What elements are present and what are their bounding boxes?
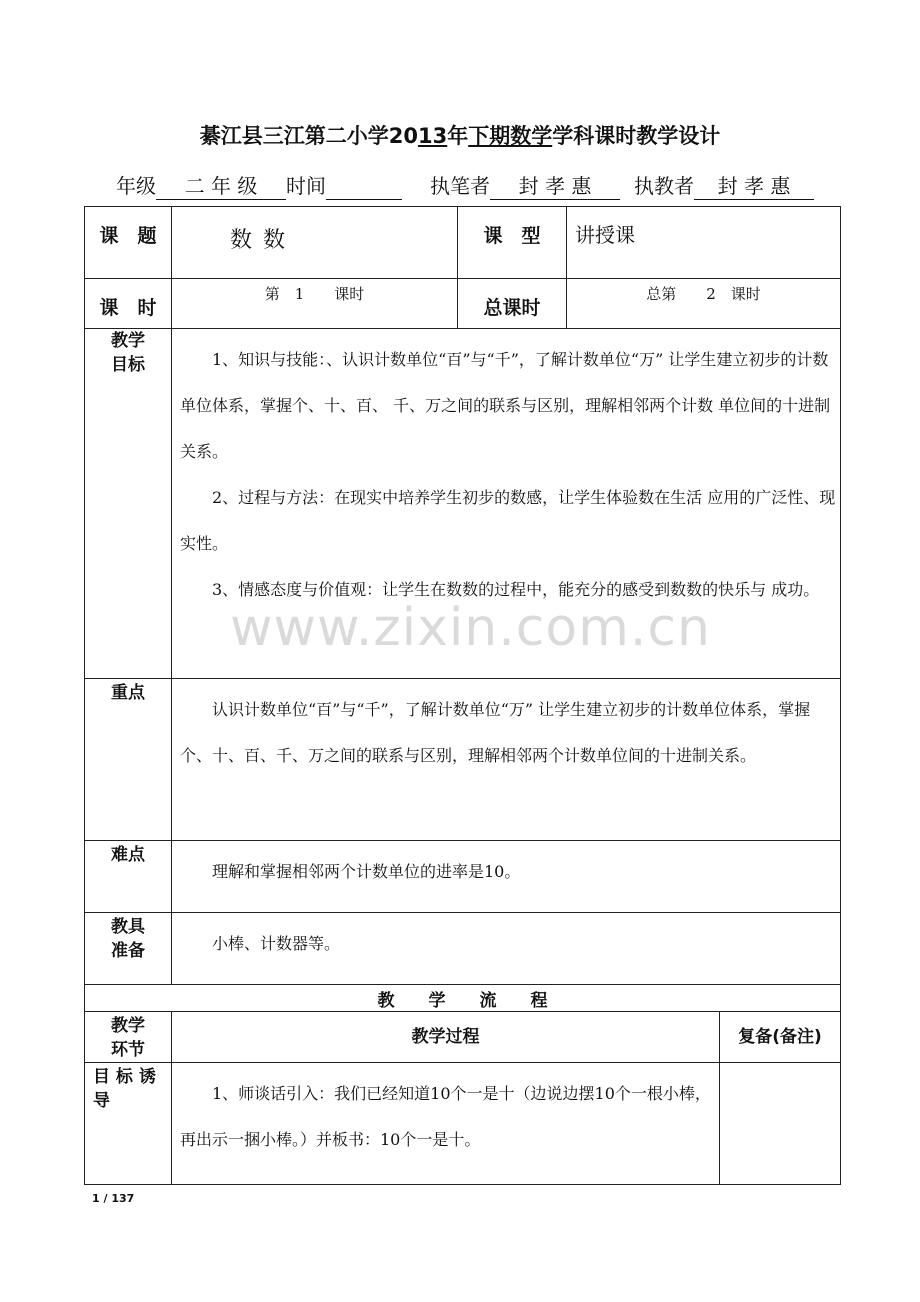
key-text: 认识计数单位“百”与“千”，了解计数单位“万” 让学生建立初步的计数单位体系，掌握个、十、百、千、万之间的联系与区别，理解相邻两个计数单位间的十进制关系。 (180, 700, 811, 765)
period-row (85, 279, 841, 329)
title-year: 13 (418, 124, 448, 148)
column-header-row (85, 1012, 841, 1063)
period-value: 第 1 课时 (172, 279, 458, 329)
topic-label: 课 题 (85, 207, 172, 279)
watermark: www.zixin.com.cn (230, 598, 711, 658)
type-value: 讲授课 (567, 207, 841, 279)
goal-item: 3、情感态度与价值观：让学生在数数的过程中，能充分的感受到数数的快乐与 成功。 (212, 580, 820, 599)
difficulty-row (85, 841, 841, 913)
topic-row (85, 207, 841, 279)
col-process: 教学过程 (172, 1012, 720, 1063)
stage1-label: 目 标 诱导 (85, 1063, 172, 1185)
grade-value: 二 年 级 (156, 170, 286, 200)
title-mid: 年 (447, 124, 469, 148)
teacher-value: 封 孝 惠 (694, 170, 814, 200)
time-value (326, 177, 402, 200)
tools-text: 小棒、计数器等。 (212, 934, 341, 953)
meta-line (116, 170, 856, 200)
period-label: 课 时 (85, 279, 172, 329)
key-cell (172, 679, 841, 841)
stage1-cell (172, 1063, 720, 1185)
title-prefix: 綦江县三江第二小学20 (199, 124, 418, 148)
col-notes: 复备(备注) (720, 1012, 841, 1063)
stage1-text: 1、师谈话引入：我们已经知道10个一是十（边说边摆10个一根小棒， 再出示一捆小棒。）并板书：10个一是十。 (180, 1084, 711, 1149)
col-stage: 教学环节 (85, 1012, 172, 1063)
total-label: 总课时 (458, 279, 567, 329)
difficulty-text: 理解和掌握相邻两个计数单位的进率是10。 (212, 862, 521, 881)
goals-label: 教学目标 (85, 329, 172, 679)
page-number: 1 / 137 (92, 1192, 135, 1205)
tools-cell (172, 913, 841, 985)
author-label: 执笔者 (430, 174, 490, 198)
tools-label: 教具准备 (85, 913, 172, 985)
flow-header-row (85, 985, 841, 1012)
total-value: 总第 2 课时 (567, 279, 841, 329)
goal-item: 2、过程与方法：在现实中培养学生初步的数感，让学生体验数在生活 应用的广泛性、现实性。 (180, 488, 836, 553)
lesson-table (84, 206, 841, 1185)
difficulty-label: 难点 (85, 841, 172, 913)
difficulty-cell (172, 841, 841, 913)
type-label: 课 型 (458, 207, 567, 279)
title-suffix: 学科课时教学设计 (552, 124, 721, 148)
flow-header: 教 学 流 程 (85, 985, 841, 1012)
time-label: 时间 (286, 174, 326, 198)
author-value: 封 孝 惠 (490, 170, 620, 200)
teacher-label: 执教者 (634, 174, 694, 198)
key-row (85, 679, 841, 841)
topic-value: 数 数 (172, 207, 458, 279)
grade-label: 年级 (116, 174, 156, 198)
goal-item: 1、知识与技能：、认识计数单位“百”与“千”，了解计数单位“万” 让学生建立初步的计数单位体系，掌握个、十、百、 千、万之间的联系与区别，理解相邻两个计数 单位间的十进制关系。 (180, 350, 831, 461)
title-term: 下期数学 (468, 124, 553, 148)
tools-row (85, 913, 841, 985)
document-title (0, 120, 920, 150)
key-label: 重点 (85, 679, 172, 841)
stage1-row (85, 1063, 841, 1185)
stage1-notes (720, 1063, 841, 1185)
